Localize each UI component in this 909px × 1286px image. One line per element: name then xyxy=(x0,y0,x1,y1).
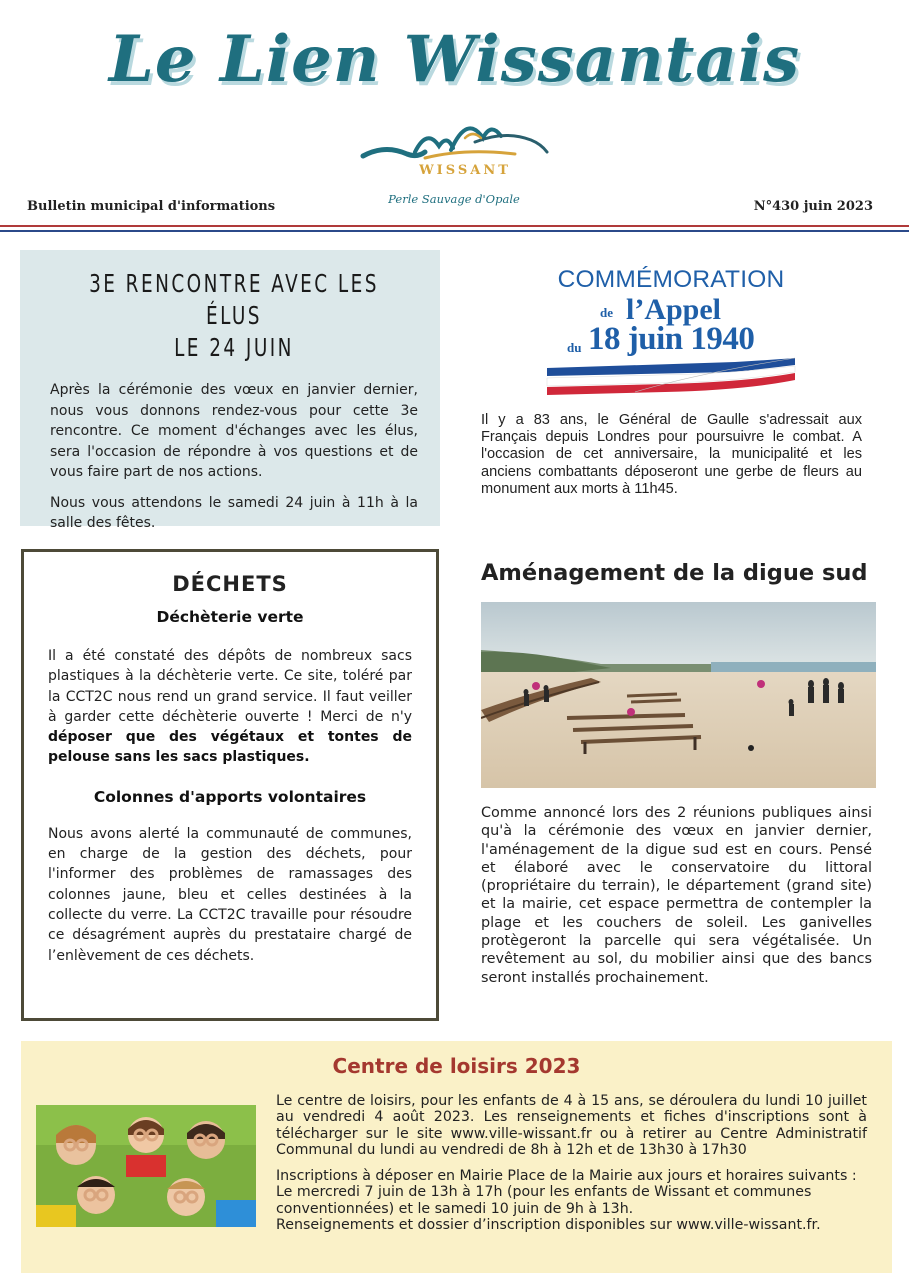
commemoration-title: COMMÉMORATION xyxy=(557,266,785,293)
colonnes-heading: Colonnes d'apports volontaires xyxy=(93,787,367,806)
logo-wordmark: WISSANT xyxy=(419,163,511,178)
rencontre-heading-line2: LE 24 JUIN xyxy=(174,333,294,362)
loisirs-inscriptions-line: Inscriptions à déposer en Mairie Place de la Mairie aux jours et horaires suivants : xyxy=(276,1168,857,1185)
children-photo-image xyxy=(36,1105,256,1227)
commemoration-appel: l’Appel xyxy=(626,293,722,326)
bulletin-label: Bulletin municipal d'informations xyxy=(27,199,276,214)
digue-illustration-image xyxy=(481,602,876,788)
colonnes-paragraph: Nous avons alerté la communauté de communes, en charge de la gestion des déchets, pour l'informer des problèmes de ramassages des colonnes jaune, bleu et celles destinées à la collecte du verre. La CCT2C travaille pour résoudre ce désagrément auprès du prestataire chargé de l’enlèvement de ces déchets. xyxy=(48,825,412,964)
rencontre-paragraph-2: Nous vous attendons le samedi 24 juin à 11h à la salle des fêtes. xyxy=(50,494,418,531)
commemoration-de: de xyxy=(600,305,613,320)
commemoration-du: du xyxy=(567,340,582,355)
decheterie-verte-text: Il a été constaté des dépôts de nombreux sacs plastiques à la déchèterie verte. Ce site, toléré par la CCT2C nous rend un grand service. Il faut veiller à garder cette déchèterie ouverte ! Merci de n'y xyxy=(48,648,412,725)
rencontre-heading xyxy=(83,268,385,364)
loisirs-section xyxy=(21,1041,892,1273)
decheterie-verte-paragraph xyxy=(48,646,412,768)
divider-blue xyxy=(0,230,909,232)
commemoration-paragraph: Il y a 83 ans, le Général de Gaulle s'adressait aux Français depuis Londres pour poursuivre le combat. A l'occasion de cet anniversaire, la municipalité et les anciens combattants déposeront une gerbe de fleurs au monument aux morts à 11h45. xyxy=(481,412,862,497)
decheterie-verte-heading: Déchèterie verte xyxy=(156,608,304,626)
issue-number: N°430 juin 2023 xyxy=(753,199,873,214)
dechets-section xyxy=(21,549,439,1021)
digue-heading: Aménagement de la digue sud xyxy=(481,560,868,586)
loisirs-paragraph-1: Le centre de loisirs, pour les enfants de 4 à 15 ans, se déroulera du lundi 10 juillet au vendredi 4 août 2023. Les renseignements et fiches d'inscriptions sont à télécharger sur le site www.ville-wissant.fr ou à retirer au Centre Administratif Communal du lundi au vendredi de 8h à 12h et de 13h30 à 17h30 xyxy=(276,1093,867,1158)
divider-red xyxy=(0,225,909,227)
loisirs-heading: Centre de loisirs 2023 xyxy=(332,1054,581,1078)
decheterie-verte-emphasis: déposer que des végétaux et tontes de pelouse sans les sacs plastiques. xyxy=(48,729,412,766)
dechets-heading: DÉCHETS xyxy=(172,572,288,596)
tagline: Perle Sauvage d'Opale xyxy=(388,192,520,206)
newsletter-title: Le Lien Wissantais xyxy=(108,22,801,97)
digue-paragraph: Comme annoncé lors des 2 réunions publiques ainsi qu'à la cérémonie des vœux en janvier dernier, l'aménagement de la digue sud est en cours. Pensé et élaboré avec le conservatoire du littoral (propriétaire du terrain), le département (grand site) et la mairie, cet espace permettra de contempler la plage et les couchers de soleil. Les ganivelles protègeront la parcelle qui sera végétalisée. Un revêtement au sol, du mobilier ainsi que des bancs seront installés prochainement. xyxy=(481,805,872,986)
commemoration-date: 18 juin 1940 xyxy=(588,321,755,357)
loisirs-body xyxy=(276,1093,867,1243)
rencontre-section xyxy=(20,250,440,531)
rencontre-heading-line1: 3E RENCONTRE AVEC LES ÉLUS xyxy=(89,269,379,330)
loisirs-dates-line: Le mercredi 7 juin de 13h à 17h (pour les enfants de Wissant et communes conventionnées) et le samedi 10 juin de 9h à 13h. xyxy=(276,1184,812,1217)
loisirs-paragraph-2 xyxy=(276,1168,867,1233)
rencontre-paragraph-1: Après la cérémonie des vœux en janvier dernier, nous vous donnons rendez-vous pour cette 3e rencontre. Ce moment d'échanges avec les élus, sera l'occasion de répondre à vos questions et de vous faire part de nos actions. xyxy=(50,382,418,480)
loisirs-renseignements-line: Renseignements et dossier d’inscription disponibles sur www.ville-wissant.fr. xyxy=(276,1217,821,1234)
